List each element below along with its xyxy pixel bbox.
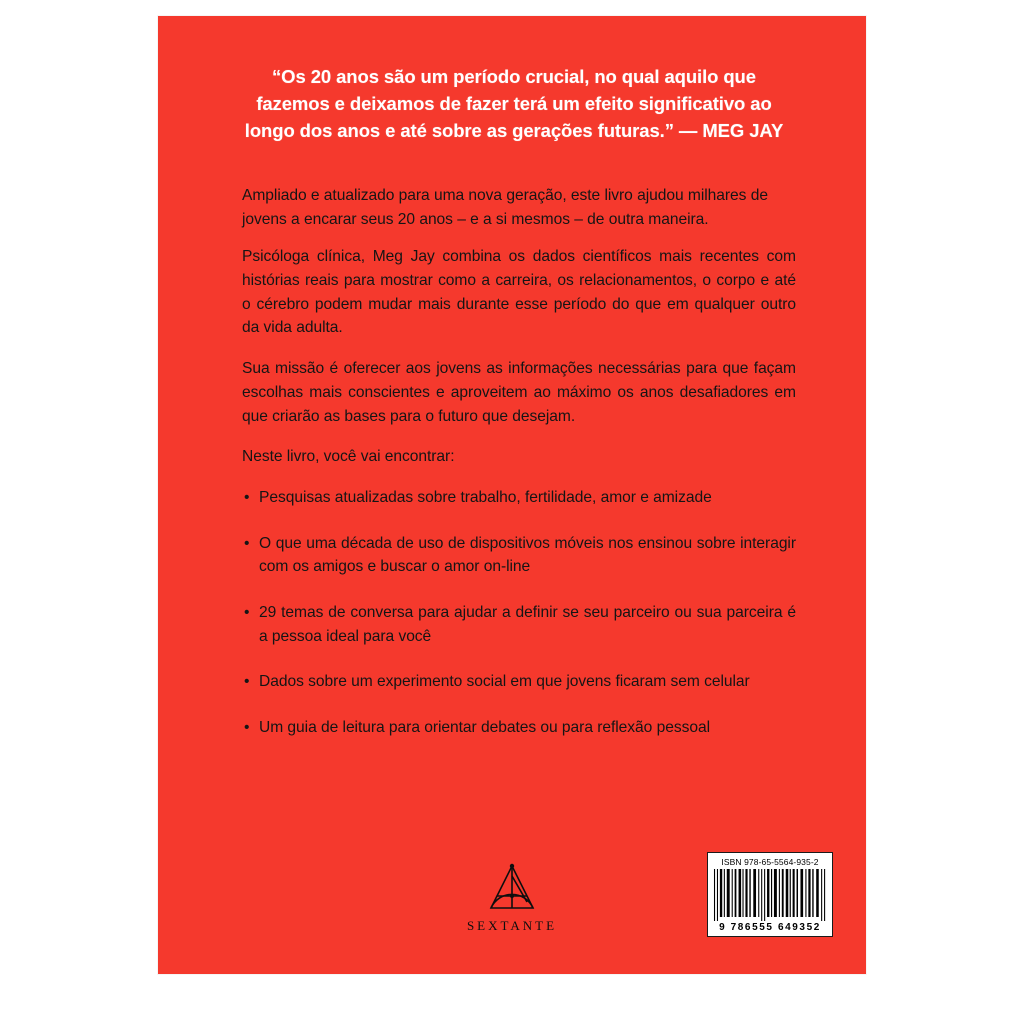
- sextant-icon: [483, 862, 541, 914]
- list-item-label: 29 temas de conversa para ajudar a definir se seu parceiro ou sua parceira é a pessoa ideal para você: [259, 603, 796, 645]
- list-item: [242, 532, 796, 579]
- list-item-label: Pesquisas atualizadas sobre trabalho, fertilidade, amor e amizade: [259, 488, 712, 506]
- barcode: [707, 852, 833, 937]
- list-item-label: Um guia de leitura para orientar debates ou para reflexão pessoal: [259, 719, 710, 736]
- bullet-icon: •: [244, 719, 250, 736]
- bullet-icon: •: [244, 488, 250, 506]
- bullet-icon: •: [244, 534, 250, 552]
- list-item-label: Dados sobre um experimento social em que jovens ficaram sem celular: [259, 673, 750, 691]
- barcode-bars-icon: [713, 869, 827, 921]
- publisher-name: SEXTANTE: [466, 918, 558, 933]
- blurb-paragraph-3: Sua missão é oferecer aos jovens as informações necessárias para que façam escolhas mais conscientes e aproveitem ao máximo os anos desafiadores em que criarão as bases para o futuro que desejam.: [242, 360, 796, 425]
- list-intro: Neste livro, você vai encontrar:: [242, 448, 455, 466]
- barcode-digits: 9 786555 649352: [719, 922, 821, 933]
- blurb-paragraph-2: Psicóloga clínica, Meg Jay combina os dados científicos mais recentes com histórias reais para mostrar como a carreira, os relacionamentos, o corpo e até o cérebro podem mudar mais durante esse período do que em qualquer outro da vida adulta.: [242, 248, 796, 337]
- list-item: [242, 601, 796, 648]
- bullet-icon: •: [244, 673, 250, 691]
- list-item: [242, 486, 796, 510]
- list-item-label: O que uma década de uso de dispositivos móveis nos ensinou sobre interagir com os amigos e buscar o amor on-line: [259, 534, 796, 576]
- book-back-cover: [158, 16, 866, 974]
- bullet-icon: •: [244, 603, 250, 621]
- list-item: [242, 670, 796, 694]
- blurb-text-block: [242, 184, 796, 740]
- list-item: [242, 716, 796, 740]
- blurb-paragraph-1: Ampliado e atualizado para uma nova geração, este livro ajudou milhares de jovens a encarar seus 20 anos – e a si mesmos – de outra maneira.: [242, 187, 768, 228]
- isbn-label: ISBN 978-65-5564-935-2: [721, 857, 819, 867]
- publisher-logo: [420, 862, 604, 934]
- feature-list: [242, 486, 796, 740]
- cover-content: [158, 16, 866, 974]
- pull-quote: “Os 20 anos são um período crucial, no qual aquilo que fazemos e deixamos de fazer terá um efeito significativo ao longo dos anos e até sobre as gerações futuras.” — MEG JAY: [244, 66, 784, 141]
